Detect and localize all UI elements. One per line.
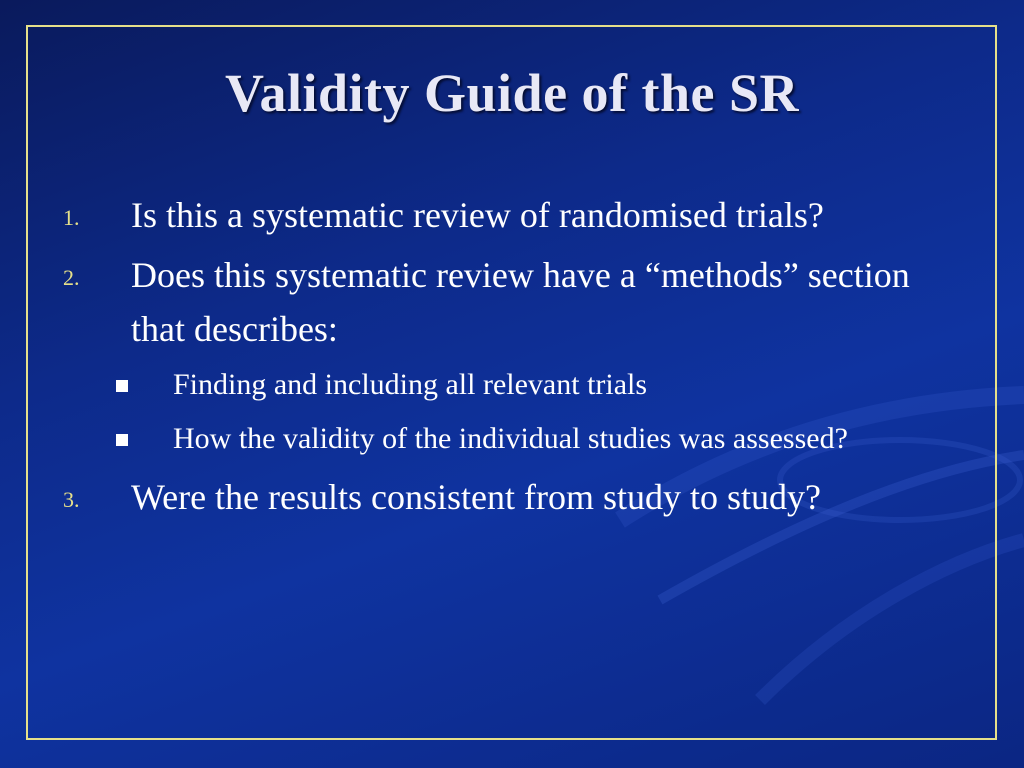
slide-body-list (60, 188, 960, 530)
sub-list-item-text: How the validity of the individual studies was assessed? (173, 422, 848, 455)
sub-list-item (60, 416, 960, 462)
list-item-text: Is this a systematic review of randomised trials? (131, 195, 824, 235)
list-item-text: Were the results consistent from study to study? (131, 477, 821, 517)
list-item-number: 1. (63, 205, 80, 230)
list-item (60, 248, 960, 356)
sub-list-item (60, 362, 960, 408)
square-bullet-icon (116, 380, 128, 392)
list-item-number: 2. (63, 265, 80, 290)
sub-list-item-text: Finding and including all relevant trials (173, 368, 648, 401)
list-item-number: 3. (63, 487, 80, 512)
slide-title: Validity Guide of the SR (224, 63, 800, 123)
list-item-text: Does this systematic review have a “methods” section that describes: (131, 255, 910, 349)
square-bullet-icon (116, 434, 128, 446)
list-item (60, 188, 960, 242)
list-item (60, 470, 960, 524)
